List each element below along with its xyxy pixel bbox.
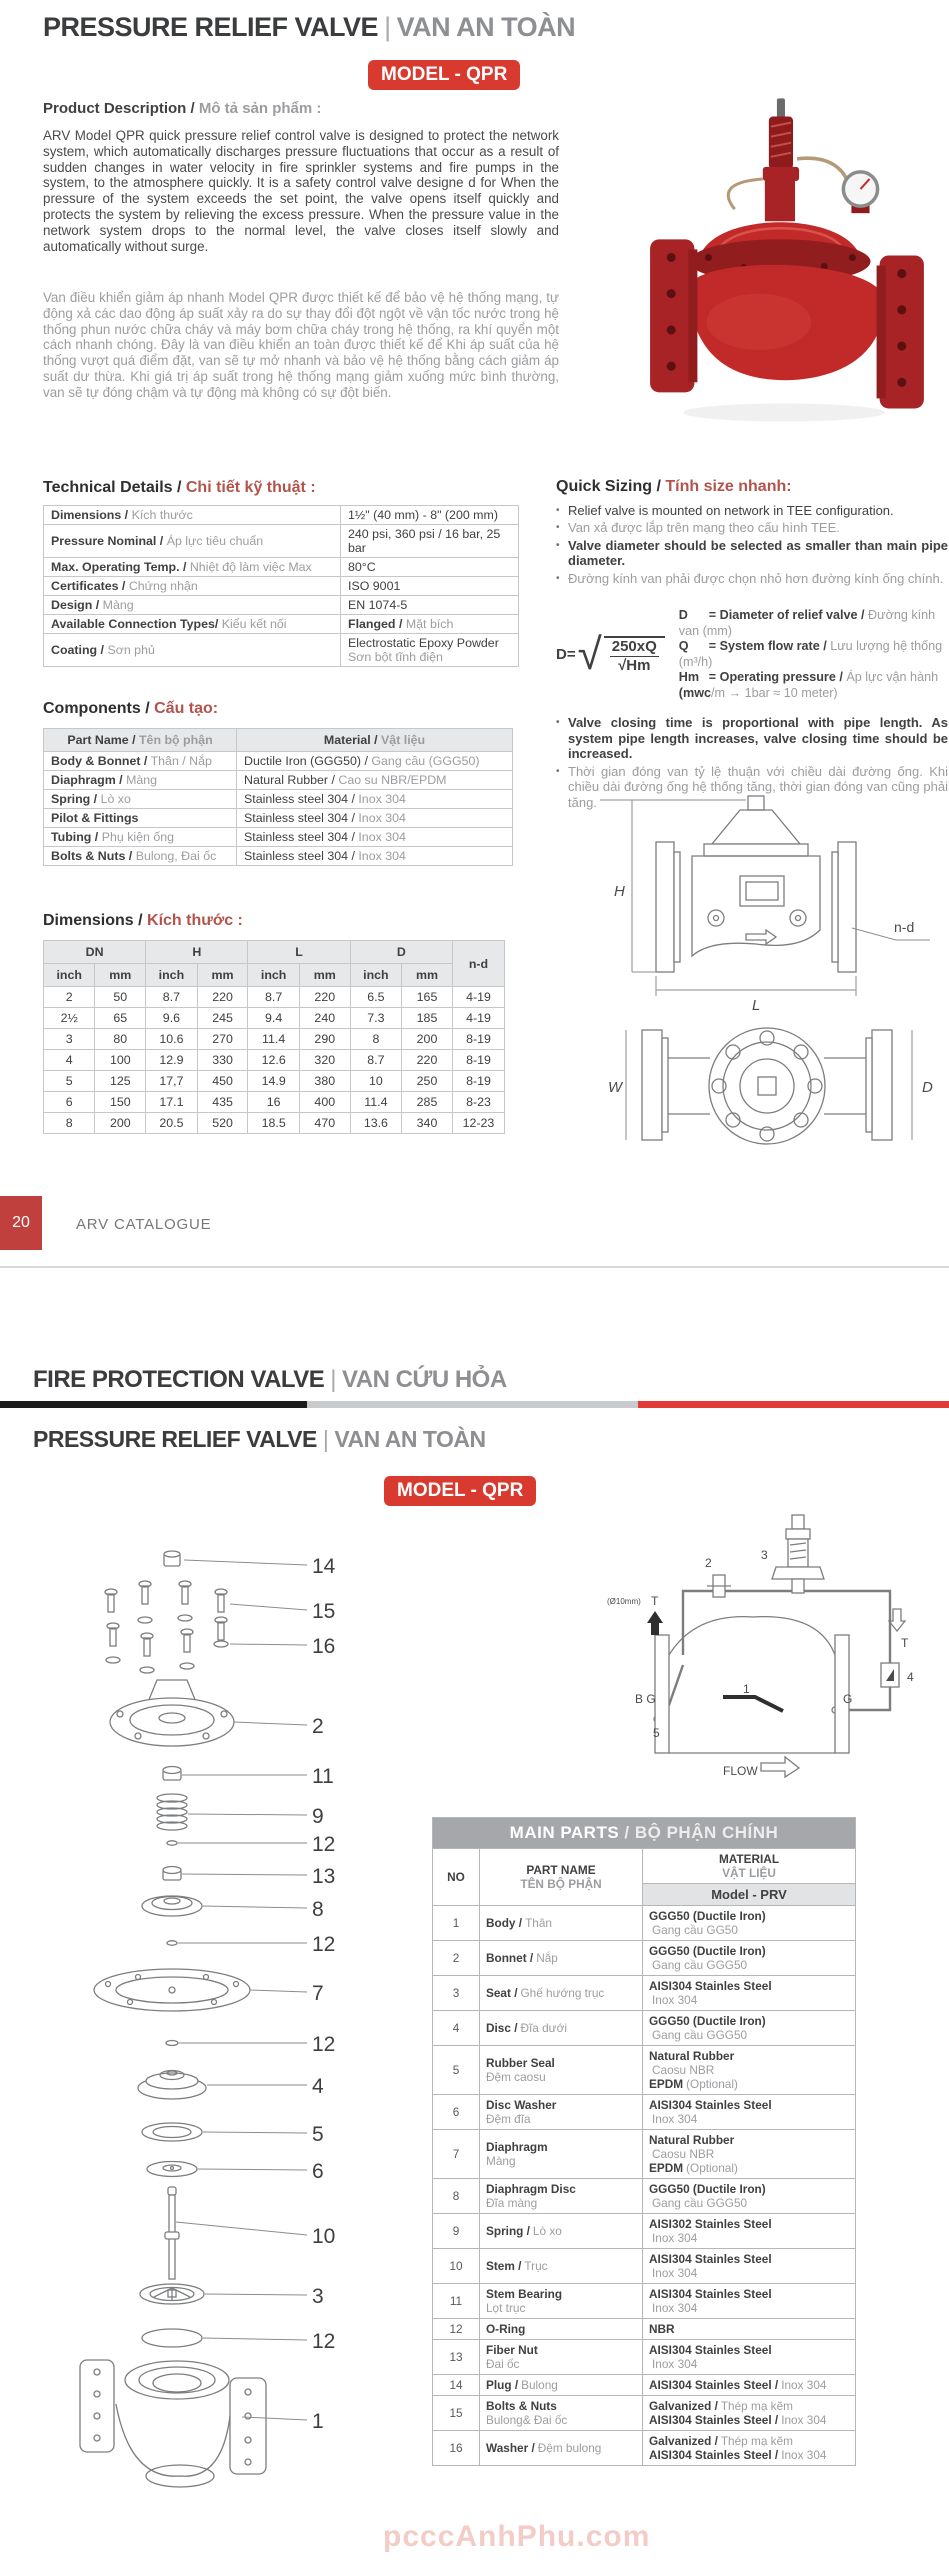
valve-photo-illustration: [638, 88, 940, 436]
dim-label-nd: n-d: [894, 919, 915, 935]
table-row: 14 Plug / Bulong AISI304 Stainles Steel / Inox 304: [433, 2375, 856, 2396]
table-row: Pilot & Fittings Stainless steel 304 / Inox 304: [44, 809, 513, 828]
exploded-view-diagram: [72, 1532, 392, 2517]
legend-note: (mwc/m → 1bar ≈ 10 meter): [678, 685, 838, 700]
table-row: 4 100 12.9 330 12.6 320 8.7 220 8-19: [44, 1050, 505, 1071]
product-photo: [638, 88, 940, 441]
rule-red: [638, 1401, 949, 1408]
qs-closing-vi: • Thời gian đóng van tỷ lệ thuận với chiều dài đường ống. Khi chiều dài đường ống hệ thống tăng, thời gian đóng van cũng phải tăng.: [556, 764, 948, 811]
callout-number: 9: [312, 1805, 324, 1828]
dimensions-heading-vi: Kích thước :: [147, 912, 243, 929]
down-arrow-outline: [889, 1609, 905, 1631]
formula-lhs: D=: [556, 645, 576, 663]
product-description-en: ARV Model QPR quick pressure relief control valve is designed to protect the network system, which automatically discharges pressure fluctuations that occur as a result of sudden changes in water velocity in fire sprinkler systems and fire pumps in the system, to the atmosphere quickly. It is a safety control valve designe d for When the pressure of the system exceeds the set point, the valve opens itself quickly and protects the system by relieving the excess pressure. When the pressure value in the network system drops to the normal level, the valve closes itself slowly and automatically without surge.: [43, 128, 559, 254]
rule-black: [0, 1401, 307, 1408]
catalogue-label: ARV CATALOGUE: [76, 1216, 212, 1233]
exploded-view-svg: [72, 1532, 392, 2512]
page1-title: [43, 12, 575, 43]
fire-title-en: FIRE PROTECTION VALVE: [33, 1366, 325, 1393]
table-row: 16 Washer / Đệm bulong Galvanized / Thép mạ kẽm AISI304 Stainles Steel / Inox 304: [433, 2431, 856, 2466]
table-header-row: NO PART NAME TÊN BỘ PHẬN MATERIAL VẬT LIỆU: [433, 1849, 856, 1884]
table-row: Coating / Sơn phủ Electrostatic Epoxy Powder Sơn bột tĩnh điện: [44, 634, 519, 667]
table-row: Body & Bonnet / Thân / Nắp Ductile Iron (GGG50) / Gang cầu (GGG50): [44, 752, 513, 771]
dim-label-d: D: [922, 1079, 933, 1096]
technical-details-heading: [43, 479, 316, 497]
tech-label-vi: Kích thước: [131, 508, 193, 522]
page-divider: [0, 1266, 949, 1268]
table-subheader-row: inch mm inch mm inch mm inch mm: [44, 964, 505, 987]
qs-heading-vi: Tính size nhanh:: [665, 478, 792, 495]
formula-numerator: 250xQ: [611, 638, 657, 655]
schematic-label-5: 5: [653, 1726, 660, 1740]
table-row: 10 Stem / Trục AISI304 Stainles Steel Inox 304: [433, 2249, 856, 2284]
product-description-vi: Van điều khiển giảm áp nhanh Model QPR được thiết kế để bảo vệ hệ thống mạng, tự động xả các dao động áp suất xảy ra do sự thay đổi đột ngột về vận tốc nước trong hệ thống phun nước chữa cháy và máy bơm chữa cháy trong hệ thống, ra khí quyển một cách nhanh chóng. Đây là van điều khiển an toàn được thiết kế để Khi áp suất của hệ thống vượt quá điểm đặt, van sẽ tự mở nhanh và bảo vệ hệ thống bằng cách giảm áp suất dư thừa. Khi giá trị áp suất trong hệ thống mạng giảm xuống mức bình thường, van sẽ tự đóng chậm và tự động mà không có sự đột biến.: [43, 290, 559, 400]
dimension-drawing: [600, 780, 940, 1155]
watermark: pcccAnhPhu.com: [383, 2520, 651, 2553]
main-parts-section: [432, 1817, 856, 2466]
schematic-label-3: 3: [761, 1548, 768, 1562]
table-row: 8 Diaphragm Disc Đĩa màng GGG50 (Ductile Iron) Gang cầu GGG50: [433, 2179, 856, 2214]
up-arrow: [647, 1611, 663, 1635]
table-row: 2 50 8.7 220 8.7 220 6.5 165 4-19: [44, 987, 505, 1008]
dim-label-w: W: [608, 1079, 623, 1096]
bolts-group: [105, 1581, 228, 1673]
main-parts-table: [432, 1817, 856, 2466]
page2-fire-title: FIRE PROTECTION VALVE | VAN CỨU HỎA: [33, 1366, 507, 1393]
schematic-label-bg: B G: [635, 1692, 656, 1706]
schematic-label-t-right: T: [901, 1636, 909, 1650]
qs-bullet: • Relief valve is mounted on network in TEE configuration.: [556, 503, 948, 519]
page2-prv-title: PRESSURE RELIEF VALVE | VAN AN TOÀN: [33, 1426, 486, 1452]
sizing-formula: [556, 608, 948, 701]
table-row: Available Connection Types/ Kiểu kết nối Flanged / Mặt bích: [44, 615, 519, 634]
table-row: 5 Rubber Seal Đệm caosu Natural Rubber Caosu NBR EPDM (Optional): [433, 2046, 856, 2095]
technical-heading-vi: Chi tiết kỹ thuật :: [185, 479, 316, 496]
formula-legend: [679, 608, 948, 701]
table-row: Max. Operating Temp. / Nhiệt độ làm việc Max 80°C: [44, 558, 519, 577]
table-row: Certificates / Chứng nhận ISO 9001: [44, 577, 519, 596]
prv-title-vi: VAN AN TOÀN: [334, 1426, 486, 1452]
callout-number: 12: [312, 1833, 336, 1856]
tech-value: 1½" (40 mm) - 8" (200 mm): [348, 508, 498, 522]
callout-number: 12: [312, 2033, 336, 2056]
table-row: Spring / Lò xo Stainless steel 304 / Inox 304: [44, 790, 513, 809]
callout-number: 12: [312, 1933, 336, 1956]
qs-heading-en: Quick Sizing /: [556, 478, 661, 495]
components-heading-en: Components /: [43, 700, 150, 717]
title-separator: |: [384, 12, 391, 42]
schematic-label-dia: (Ø10mm): [607, 1597, 641, 1606]
technical-heading-en: Technical Details /: [43, 479, 182, 496]
qs-bullet: • Valve diameter should be selected as smaller than main pipe diameter.: [556, 538, 948, 569]
callout-number: 16: [312, 1635, 336, 1658]
formula-expression: [556, 608, 665, 701]
table-row: 11 Stem Bearing Lọt trục AISI304 Stainles Steel Inox 304: [433, 2284, 856, 2319]
main-parts-title: MAIN PARTS / BỘ PHẬN CHÍNH: [433, 1818, 856, 1849]
pilot-schematic-diagram: [595, 1505, 945, 1810]
table-subheader-row: Model - PRV: [433, 1884, 856, 1906]
dimension-drawing-svg: [600, 780, 940, 1150]
schematic-label-flow: FLOW: [723, 1764, 758, 1778]
dimensions-heading-en: Dimensions /: [43, 912, 143, 929]
table-row: 5 125 17,7 450 14.9 380 10 250 8-19: [44, 1071, 505, 1092]
table-header-row: DN H L D n-d: [44, 941, 505, 964]
page1-title-vi: VAN AN TOÀN: [396, 12, 576, 42]
callout-number: 10: [312, 2225, 336, 2248]
flow-arrow: [761, 1757, 799, 1777]
table-row: 15 Bolts & Nuts Bulong& Đai ốc Galvanized / Thép mạ kẽm AISI304 Stainles Steel / Inox 304: [433, 2396, 856, 2431]
callout-number: 6: [312, 2160, 324, 2183]
model-badge: MODEL - QPR: [368, 60, 520, 90]
qs-bullet: • Van xả được lắp trên mạng theo cấu hình TEE.: [556, 520, 948, 536]
table-row: Bolts & Nuts / Bulong, Đai ốc Stainless steel 304 / Inox 304: [44, 847, 513, 866]
callout-number: 4: [312, 2075, 324, 2098]
table-row: [44, 506, 519, 525]
callout-number: 7: [312, 1982, 324, 2005]
dim-label-l: L: [752, 997, 761, 1014]
desc-heading-vi: Mô tả sản phẩm :: [198, 100, 322, 117]
components-heading: [43, 700, 218, 718]
dimensions-heading: [43, 912, 243, 930]
legend-line: Hm = Operating pressure / Áp lực vận hành: [678, 670, 939, 684]
callout-number: 5: [312, 2123, 324, 2146]
dim-label-h: H: [614, 883, 625, 900]
table-row: Pressure Nominal / Áp lực tiêu chuẩn 240 psi, 360 psi / 16 bar, 25 bar: [44, 525, 519, 558]
formula-fraction: [604, 636, 665, 673]
schematic-label-2: 2: [705, 1556, 712, 1570]
table-row: 13 Fiber Nut Đai ốc AISI304 Stainles Steel Inox 304: [433, 2340, 856, 2375]
rule-gray: [307, 1401, 638, 1408]
callout-number: 2: [312, 1715, 324, 1738]
table-row: 1 Body / Thân GGG50 (Ductile Iron) Gang cầu GG50: [433, 1906, 856, 1941]
dimensions-table: [43, 940, 505, 1134]
schematic-label-4: 4: [907, 1670, 914, 1684]
table-row: 2½ 65 9.6 245 9.4 240 7.3 185 4-19: [44, 1008, 505, 1029]
table-row: 6 Disc Washer Đệm đĩa AISI304 Stainles Steel Inox 304: [433, 2095, 856, 2130]
spring-glyph: [157, 1794, 187, 1830]
callout-number: 3: [312, 2285, 324, 2308]
schematic-label-t-left: T: [651, 1594, 659, 1608]
callout-number: 11: [312, 1765, 334, 1788]
product-description-heading: [43, 100, 321, 117]
callout-number: 8: [312, 1898, 324, 1921]
table-row: 7 Diaphragm Màng Natural Rubber Caosu NBR EPDM (Optional): [433, 2130, 856, 2179]
table-row: 8 200 20.5 520 18.5 470 13.6 340 12-23: [44, 1113, 505, 1134]
tech-label-en: Dimensions /: [51, 508, 129, 522]
pilot-schematic-svg: [595, 1505, 945, 1805]
model-badge-2: MODEL - QPR: [384, 1476, 536, 1506]
table-row: Diaphragm / Màng Natural Rubber / Cao su NBR/EPDM: [44, 771, 513, 790]
quick-sizing-section: [556, 479, 948, 810]
table-row: 4 Disc / Đĩa dưới GGG50 (Ductile Iron) Gang cầu GGG50: [433, 2011, 856, 2046]
callout-number: 14: [312, 1555, 336, 1578]
table-row: 3 80 10.6 270 11.4 290 8 200 8-19: [44, 1029, 505, 1050]
table-row: Design / Màng EN 1074-5: [44, 596, 519, 615]
fire-title-vi: VAN CỨU HỎA: [342, 1366, 507, 1393]
legend-line: D = Diameter of relief valve / Đường kính van (mm): [678, 608, 936, 638]
callout-number: 12: [312, 2330, 336, 2353]
qs-bullet: • Đường kính van phải được chọn nhỏ hơn đường kính ống chính.: [556, 571, 948, 587]
table-header-row: Part Name / Tên bộ phận Material / Vật liệu: [44, 729, 513, 752]
callout-number: 1: [312, 2410, 324, 2433]
table-row: Tubing / Phụ kiện ống Stainless steel 304 / Inox 304: [44, 828, 513, 847]
page-number-badge: 20: [0, 1196, 42, 1250]
legend-line: Q = System flow rate / Lưu lượng hệ thống (m³/h): [678, 639, 943, 669]
components-table: [43, 728, 513, 866]
radical-sign: √: [577, 629, 602, 679]
prv-title-en: PRESSURE RELIEF VALVE: [33, 1426, 317, 1452]
table-row: 2 Bonnet / Nắp GGG50 (Ductile Iron) Gang cầu GGG50: [433, 1941, 856, 1976]
schematic-label-1: 1: [743, 1682, 750, 1696]
table-row: 12 O-Ring NBR: [433, 2319, 856, 2340]
table-row: 9 Spring / Lò xo AISI302 Stainles Steel Inox 304: [433, 2214, 856, 2249]
desc-heading-en: Product Description /: [43, 100, 195, 117]
technical-details-table: [43, 505, 519, 667]
callout-number: 13: [312, 1865, 336, 1888]
table-row: 3 Seat / Ghế hướng trục AISI304 Stainles Steel Inox 304: [433, 1976, 856, 2011]
schematic-label-g: G: [843, 1692, 853, 1706]
qs-closing-en: • Valve closing time is proportional with pipe length. As system pipe length increases, valve closing time should be increased.: [556, 715, 948, 762]
table-row: 6 150 17.1 435 16 400 11.4 285 8-23: [44, 1092, 505, 1113]
page1-title-en: PRESSURE RELIEF VALVE: [43, 12, 379, 42]
quick-sizing-heading: [556, 479, 948, 495]
formula-denominator: √Hm: [618, 656, 651, 674]
callout-number: 15: [312, 1600, 336, 1623]
components-heading-vi: Cấu tạo:: [154, 700, 219, 717]
